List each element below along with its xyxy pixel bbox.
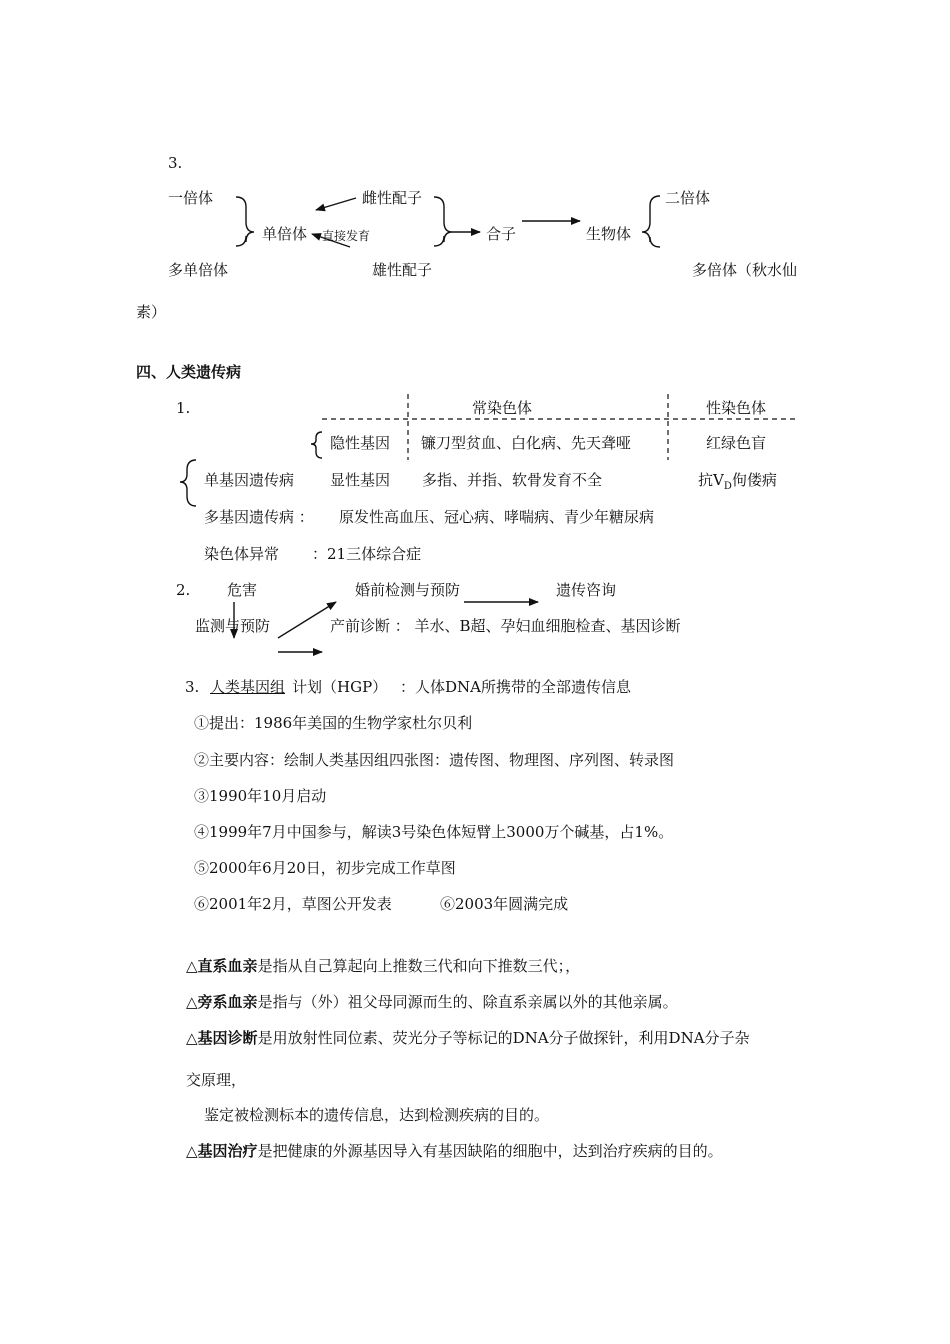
hgp-name: 人类基因组 (210, 678, 286, 696)
hgp-point: ④1999年7月中国参与，解读3号染色体短臂上3000万个碱基，占1%。 (194, 823, 674, 841)
definition-gene-therapy: △基因治疗是把健康的外源基因导入有基因缺陷的细胞中，达到治疗疾病的目的。 (186, 1142, 723, 1160)
column-header-autosome: 常染色体 (472, 399, 533, 417)
label-polyploid: 多倍体（秋水仙 (692, 261, 798, 279)
brace-right-haploids (236, 197, 254, 246)
label-zygote: 合子 (486, 225, 517, 243)
label-haploid-one: 一倍体 (168, 189, 214, 207)
arrow-female-to-haploid (316, 198, 356, 210)
definition-gene-diagnosis: △基因诊断是用放射性同位素、荧光分子等标记的DNA分子做探针，利用DNA分子杂 (186, 1029, 750, 1047)
label-recessive-gene: 隐性基因 (330, 434, 391, 452)
label-direct-development: 直接发育 (322, 229, 371, 243)
label-male-gamete: 雄性配子 (372, 261, 433, 279)
label-chromosome-abnormal: 染色体异常 (204, 545, 280, 563)
definition-gene-diagnosis-cont: 鉴定被检测标本的遗传信息，达到检测疾病的目的。 (204, 1106, 550, 1124)
label-haploid-multi: 多单倍体 (168, 261, 229, 279)
label-prenatal: 产前诊断 ： 羊水、B超、孕妇血细胞检查、基因诊断 (330, 617, 681, 635)
label-organism: 生物体 (586, 225, 632, 243)
cell-chromosome-abnormal-examples: ：21三体综合症 (312, 545, 422, 563)
hgp-point: ⑥2001年2月，草图公开发表 (194, 895, 392, 913)
hgp-point: ②主要内容：绘制人类基因组四张图：遗传图、物理图、序列图、转录图 (194, 751, 675, 769)
label-multi-gene-disease: 多基因遗传病 ： (204, 508, 314, 526)
section-heading: 四、人类遗传病 (136, 363, 242, 381)
cell-multi-gene-examples: 原发性高血压、冠心病、哮喘病、青少年糖尿病 (339, 508, 655, 526)
brace-left-organism (642, 196, 660, 247)
column-header-sex-chromosome: 性染色体 (706, 399, 767, 417)
item-number: 3. (168, 154, 183, 172)
label-polyploid-cont: 素） (136, 303, 167, 321)
hgp-point: ①提出：1986年美国的生物学家杜尔贝利 (194, 714, 473, 732)
cell-recessive-sex: 红绿色盲 (706, 434, 767, 452)
item-number: 2. (176, 581, 191, 599)
definition-lineal-relatives: △直系血亲是指从自己算起向上推数三代和向下推数三代；， (186, 957, 581, 975)
brace-left-single-gene (180, 460, 196, 506)
label-counseling: 遗传咨询 (556, 581, 617, 599)
hgp-rest: 计划（HGP） (292, 678, 388, 696)
label-single-gene-disease: 单基因遗传病 (204, 471, 295, 489)
hgp-point: ⑤2000年6月20日，初步完成工作草图 (194, 859, 456, 877)
cell-dominant-sex: 抗$V_D$佝偻病 (698, 471, 777, 492)
brace-right-gametes (434, 197, 452, 246)
label-monitor: 监测与预防 (195, 617, 271, 635)
genome-definition: ：人体DNA所携带的全部遗传信息 (400, 678, 631, 696)
label-premarital: 婚前检测与预防 (355, 581, 461, 599)
item-number: 1. (176, 399, 191, 417)
brace-left-recessive (311, 432, 322, 458)
label-harm: 危害 (227, 581, 258, 599)
label-female-gamete: 雌性配子 (362, 189, 423, 207)
label-haploid: 单倍体 (262, 225, 308, 243)
definition-gene-diagnosis-cont: 交原理， (186, 1071, 247, 1089)
item-number: 3. (185, 678, 200, 696)
label-diploid: 二倍体 (665, 189, 711, 207)
label-dominant-gene: 显性基因 (330, 471, 391, 489)
definition-collateral-relatives: △旁系血亲是指与（外）祖父母同源而生的、除直系亲属以外的其他亲属。 (186, 993, 678, 1011)
cell-dominant-autosome: 多指、并指、软骨发育不全 (422, 471, 603, 489)
arrow-to-premarital (278, 602, 336, 638)
hgp-point-last: ⑥2003年圆满完成 (440, 895, 569, 913)
cell-recessive-autosome: 镰刀型贫血、白化病、先天聋哑 (421, 434, 632, 452)
hgp-point: ③1990年10月启动 (194, 787, 327, 805)
